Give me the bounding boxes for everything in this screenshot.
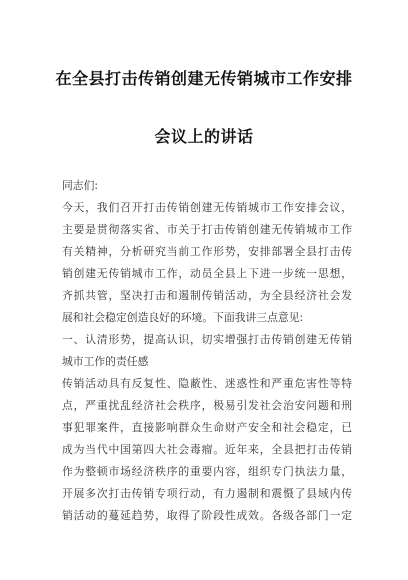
body-line: 有关精神，分析研究当前工作形势，安排部署全县打击传: [62, 245, 352, 258]
body-line: 一、认清形势，提高认识，切实增强打击传销创建无传销: [62, 333, 352, 346]
body-line: 展和社会稳定创造良好的环境。下面我讲三点意见:: [62, 311, 304, 324]
document-title-line-2: 会议上的讲话: [154, 127, 254, 146]
body-line: 事犯罪案件，直接影响群众生命财产安全和社会稳定，已: [62, 421, 352, 434]
document-body: [62, 175, 352, 527]
document-title-line-1: 在全县打击传销创建无传销城市工作安排: [55, 69, 353, 88]
body-line: 齐抓共管，坚决打击和遏制传销活动，为全县经济社会发: [62, 289, 352, 302]
body-line: 销活动的蔓延趋势，取得了阶段性成效。各级各部门一定: [62, 509, 352, 522]
body-line: 主要是贯彻落实省、市关于打击传销创建无传销城市工作: [62, 223, 352, 236]
body-line: 成为当代中国第四大社会毒瘤。近年来，全县把打击传销: [62, 443, 352, 456]
body-line: 今天，我们召开打击传销创建无传销城市工作安排会议，: [62, 201, 352, 214]
body-line: 同志们:: [62, 179, 99, 192]
body-line: 点，严重扰乱经济社会秩序，极易引发社会治安问题和刑: [62, 399, 352, 412]
body-line: 传销活动具有反复性、隐蔽性、迷惑性和严重危害性等特: [62, 377, 352, 390]
body-line: 城市工作的责任感: [62, 355, 149, 368]
body-line: 销创建无传销城市工作，动员全县上下进一步统一思想，: [62, 267, 352, 280]
body-line: 作为整顿市场经济秩序的重要内容，组织专门执法力量，: [62, 465, 352, 478]
body-line: 开展多次打击传销专项行动，有力遏制和震慑了县域内传: [62, 487, 352, 500]
